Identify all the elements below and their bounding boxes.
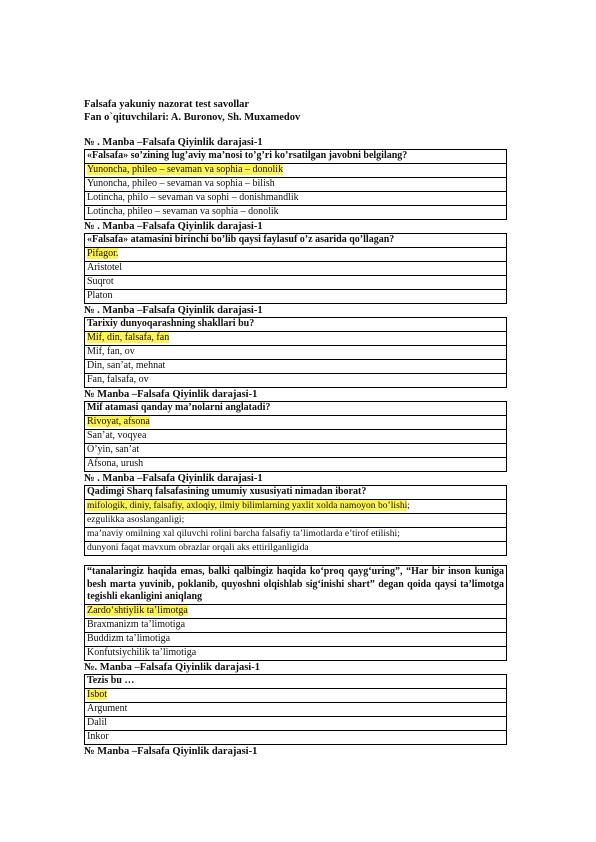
question-source-label: № Manba –Falsafa Qiyinlik darajasi-1 (84, 389, 258, 400)
question-source-label: № . Manba –Falsafa Qiyinlik darajasi-1 (84, 221, 263, 232)
answer-option: Platon (85, 290, 507, 304)
question-table (84, 233, 507, 304)
answer-option: Afsona, urush (85, 458, 507, 472)
correct-answer: Rivoyat, afsona (87, 416, 150, 427)
answer-option: Lotincha, philo – sevaman va sophi – donishmandlik (85, 192, 507, 206)
question-text: «Falsafa» atamasini birinchi bo’lib qaysi faylasuf o’z asarida qo’llagan? (85, 234, 507, 248)
answer-option: Aristotel (85, 262, 507, 276)
correct-answer: Yunoncha, phileo – sevaman va sophia – donolik (87, 164, 284, 175)
correct-answer: Isbot (87, 688, 107, 700)
answer-option: Braxmanizm ta’limotiga (85, 618, 507, 632)
question-table (84, 565, 507, 661)
question-source-label: № Manba –Falsafa Qiyinlik darajasi-1 (84, 745, 258, 757)
answer-option: Suqrot (85, 276, 507, 290)
question-source-label: № . Manba –Falsafa Qiyinlik darajasi-1 (84, 305, 263, 316)
correct-answer: Mif, din, falsafa, fan (87, 332, 170, 343)
question-table (84, 401, 507, 472)
answer-option: San’at, voqyea (85, 430, 507, 444)
answer-option: Inkor (85, 730, 507, 744)
question-table (84, 149, 507, 220)
question-table (84, 317, 507, 388)
question-text: Tarixiy dunyoqarashning shakllari bu? (85, 318, 507, 332)
answer-option: Lotincha, phileo – sevaman va sophia – donolik (85, 206, 507, 220)
answer-punctuation: ; (407, 500, 410, 511)
question-table (84, 674, 507, 745)
question-text: Mif atamasi qanday ma’nolarni anglatadi? (85, 402, 507, 416)
question-table (84, 485, 507, 556)
answer-option: Konfutsiychilik ta’limotiga (85, 646, 507, 660)
answer-option: Din, san’at, mehnat (85, 360, 507, 374)
question-source-label: № . Manba –Falsafa Qiyinlik darajasi-1 (84, 137, 263, 148)
answer-option: Dalil (85, 716, 507, 730)
document-title: Falsafa yakuniy nazorat test savollar (84, 99, 250, 110)
answer-option: Fan, falsafa, ov (85, 374, 507, 388)
question-source-label: №. Manba –Falsafa Qiyinlik darajasi-1 (84, 661, 260, 673)
answer-option: O’yin, san’at (85, 444, 507, 458)
question-text: Qadimgi Sharq falsafasining umumiy xususiyati nimadan iborat? (85, 486, 507, 500)
answer-option: ma’naviy omilning xal qiluvchi rolini barcha falsafiy ta’limotlarda e’tirof etilishi; (85, 528, 507, 542)
answer-option: Buddizm ta’limotiga (85, 632, 507, 646)
document-authors: Fan o`qituvchilari: A. Buronov, Sh. Muxamedov (84, 112, 301, 123)
answer-option: Argument (85, 702, 507, 716)
question-text: «Falsafa» so’zining lug’aviy ma’nosi to’g’ri ko’rsatilgan javobni belgilang? (85, 150, 507, 164)
question-text: Tezis bu … (85, 674, 507, 688)
correct-answer: mifologik, diniy, falsafiy, axloqiy, ilmiy bilimlarning yaxlit xolda namoyon bo’lishi (87, 500, 408, 511)
question-source-label: № . Manba –Falsafa Qiyinlik darajasi-1 (84, 473, 263, 484)
answer-option: Mif, fan, ov (85, 346, 507, 360)
answer-option: dunyoni faqat mavxum obrazlar orqali aks ettirilganligida (85, 542, 507, 556)
answer-option: ezgulikka asoslanganligi; (85, 514, 507, 528)
question-text: “tanalaringiz haqida emas, balki qalbingiz haqida ko‘proq qayg‘uring”, “Har bir inson kuniga besh marta yuvinib, poklanib, quyoshni olqishlab sig‘inishi shart” degan qoida qaysi ta’limotga tegishli ekanligini aniqlang (85, 566, 507, 605)
correct-answer: Pifagor. (87, 248, 119, 259)
document-content (84, 98, 507, 758)
correct-answer: Zardo‘shtiylik ta’limotga (87, 604, 188, 616)
answer-option: Yunoncha, phileo – sevaman va sophia – bilish (85, 178, 507, 192)
